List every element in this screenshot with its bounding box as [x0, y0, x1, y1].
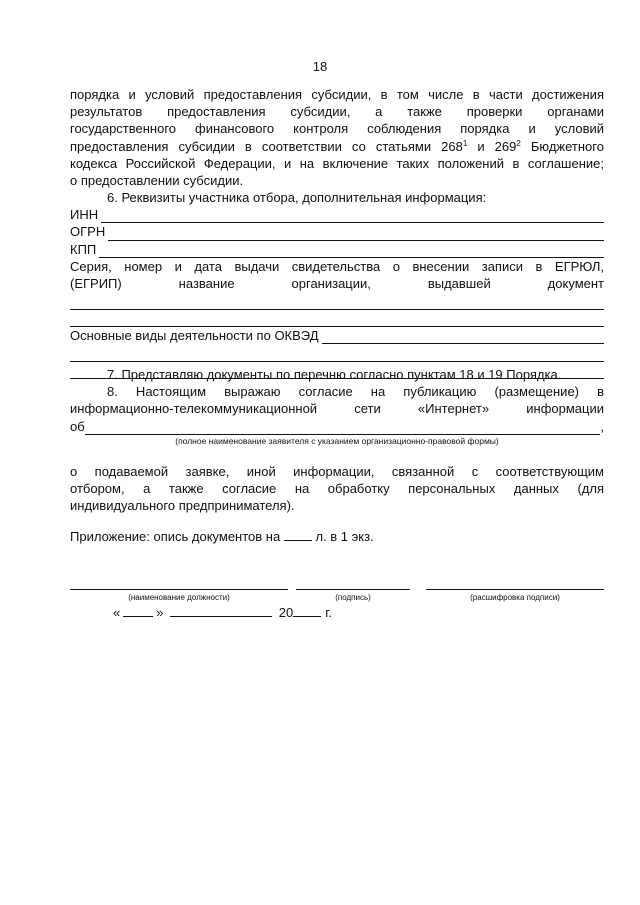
ogrn-row: [70, 223, 604, 240]
section6-heading: 6. Реквизиты участника отбора, дополнительная информация:: [107, 190, 487, 205]
items-7-8: [70, 366, 604, 435]
item-7: 7. Представляю документы по перечню согласно пунктам 18 и 19 Порядка.: [107, 367, 562, 382]
day-field[interactable]: [123, 605, 153, 617]
item-8-line: 8. Настоящим выражаю согласие на публикацию (размещение) в: [107, 384, 604, 400]
applicant-row: [70, 418, 604, 435]
inn-label: ИНН: [70, 207, 99, 223]
intro-line: результатов предоставления субсидии, а также проверки органами: [70, 104, 604, 120]
certificate-field[interactable]: [70, 292, 604, 310]
date-close-quote: »: [156, 605, 164, 620]
certificate-label: (ЕГРИП) название организации, выдавшей документ: [70, 275, 604, 291]
superscript: 1: [462, 138, 468, 148]
applicant-caption: (полное наименование заявителя с указанием организационно-правовой формы): [175, 436, 499, 446]
applicant-comma: ,: [600, 418, 604, 434]
signature-field[interactable]: [296, 589, 410, 590]
consent-paragraph: [70, 463, 604, 515]
okved-label: Основные виды деятельности по ОКВЭД: [70, 328, 319, 344]
intro-paragraph: [70, 86, 604, 189]
intro-text: и 269: [467, 138, 517, 154]
kpp-row: [70, 241, 604, 258]
applicant-prefix: об: [70, 418, 85, 434]
year-prefix: 20: [278, 605, 294, 620]
kpp-field[interactable]: [99, 245, 604, 258]
inn-row: [70, 206, 604, 223]
date-open-quote: «: [113, 605, 121, 620]
signature-decode-field[interactable]: [426, 589, 604, 590]
superscript: 2: [516, 138, 521, 148]
intro-text: предоставления субсидии в соответствии со статьями 268: [70, 138, 463, 154]
certificate-label: Серия, номер и дата выдачи свидетельства о внесении записи в ЕГРЮЛ,: [70, 258, 604, 274]
appendix-suffix: л. в 1 экз.: [315, 529, 374, 544]
applicant-name-field[interactable]: [85, 422, 601, 435]
year-field[interactable]: [293, 605, 321, 617]
decode-caption: (расшифровка подписи): [470, 593, 560, 602]
kpp-label: КПП: [70, 241, 97, 257]
intro-line: о предоставлении субсидии.: [70, 173, 244, 189]
okved-field[interactable]: [70, 344, 604, 362]
section-6: [70, 189, 604, 379]
sheet-count-field[interactable]: [284, 529, 312, 541]
consent-line: отбором, а также согласие на обработку персональных данных (для: [70, 481, 604, 497]
intro-line: порядка и условий предоставления субсидии, в том числе в части достижения: [70, 87, 604, 102]
consent-line: о подаваемой заявке, иной информации, связанной с соответствующим: [70, 464, 604, 479]
okved-field[interactable]: [322, 331, 604, 344]
appendix-line: [70, 528, 604, 545]
inn-field[interactable]: [101, 210, 604, 223]
year-suffix: г.: [325, 605, 332, 620]
intro-line: кодекса Российской Федерации, и на включение таких положений в соглашение;: [70, 155, 604, 171]
month-field[interactable]: [170, 605, 272, 617]
ogrn-field[interactable]: [108, 228, 604, 241]
intro-line-articles: [70, 138, 604, 155]
signature-caption: (подпись): [335, 593, 371, 602]
date-row: [113, 605, 332, 620]
intro-line: государственного финансового контроля соблюдения порядка и условий: [70, 121, 604, 137]
consent-line: индивидуального предпринимателя).: [70, 498, 295, 514]
ogrn-label: ОГРН: [70, 224, 106, 240]
position-field[interactable]: [70, 589, 288, 590]
item-8-line: информационно-телекоммуникационной сети «Интернет» информации: [70, 401, 604, 417]
position-caption: (наименование должности): [128, 593, 230, 602]
certificate-field[interactable]: [70, 310, 604, 328]
intro-text: Бюджетного: [520, 138, 604, 154]
okved-row: [70, 327, 604, 344]
appendix-label: Приложение: опись документов на: [70, 529, 281, 544]
page-number: 18: [312, 59, 328, 74]
